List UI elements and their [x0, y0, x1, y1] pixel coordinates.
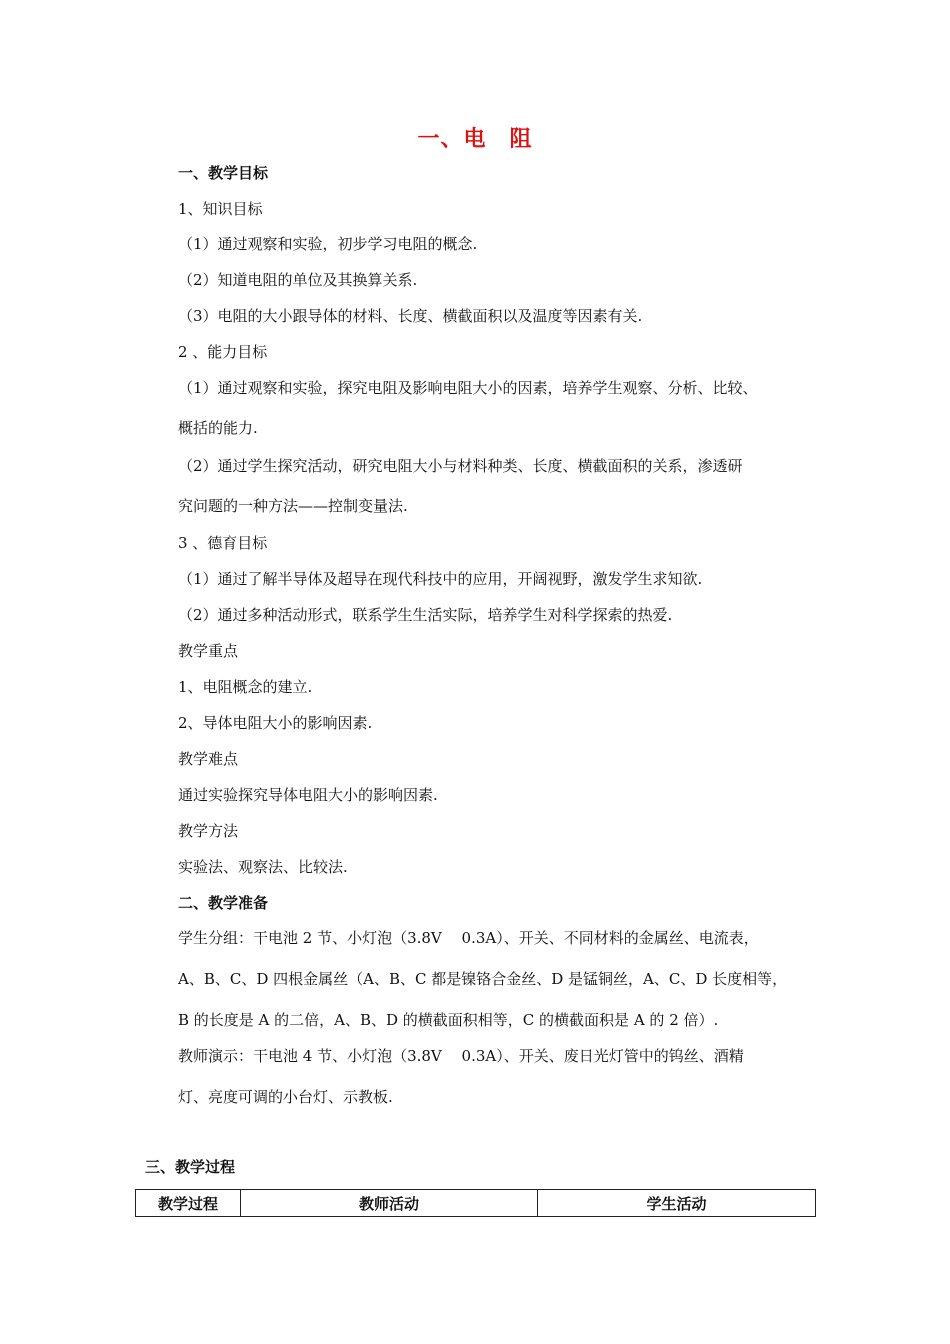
- process-table: [135, 1189, 816, 1217]
- paragraph-line: （2）通过学生探究活动，研究电阻大小与材料种类、长度、横截面积的关系，渗透研: [178, 457, 743, 475]
- paragraph-line: （1）通过了解半导体及超导在现代科技中的应用，开阔视野，激发学生求知欲.: [178, 570, 703, 588]
- paragraph-line: （2）通过多种活动形式，联系学生生活实际，培养学生对科学探索的热爱.: [178, 606, 673, 624]
- table-header-cell: 教师活动: [241, 1190, 538, 1217]
- subheading-key-points: 教学重点: [178, 642, 239, 660]
- section-heading-process: 三、教学过程: [145, 1158, 236, 1176]
- paragraph-line: 实验法、观察法、比较法.: [178, 858, 348, 876]
- paragraph-line: 1、电阻概念的建立.: [178, 678, 313, 696]
- subheading-difficulties: 教学难点: [178, 750, 239, 768]
- subheading-methods: 教学方法: [178, 822, 239, 840]
- page-title: 一、电 阻: [417, 127, 533, 152]
- paragraph-line: 学生分组：干电池 2 节、小灯泡（3.8V 0.3A）、开关、不同材料的金属丝、电流表，: [178, 929, 759, 947]
- paragraph-line: 灯、亮度可调的小台灯、示教板.: [178, 1088, 393, 1106]
- paragraph-line: （2）知道电阻的单位及其换算关系.: [178, 271, 418, 289]
- table-header-cell: 学生活动: [538, 1190, 816, 1217]
- section-heading-objectives: 一、教学目标: [178, 164, 269, 182]
- paragraph-line: 究问题的一种方法——控制变量法.: [178, 497, 408, 515]
- paragraph-line: 概括的能力.: [178, 419, 258, 437]
- section-heading-preparation: 二、教学准备: [178, 894, 269, 912]
- table-header-row: [136, 1190, 816, 1217]
- subheading-moral: 3 、德育目标: [178, 534, 268, 552]
- table-header-cell: 教学过程: [136, 1190, 241, 1217]
- paragraph-line: A、B、C、D 四根金属丝（A、B、C 都是镍铬合金丝、D 是锰铜丝，A、C、D 长度相等，: [178, 970, 788, 988]
- paragraph-line: （1）通过观察和实验，探究电阻及影响电阻大小的因素，培养学生观察、分析、比较、: [178, 379, 758, 397]
- paragraph-line: （3）电阻的大小跟导体的材料、长度、横截面积以及温度等因素有关.: [178, 307, 643, 325]
- paragraph-line: 教师演示：干电池 4 节、小灯泡（3.8V 0.3A）、开关、废日光灯管中的钨丝、酒精: [178, 1047, 744, 1065]
- paragraph-line: 2、导体电阻大小的影响因素.: [178, 714, 373, 732]
- subheading-ability: 2 、能力目标: [178, 343, 268, 361]
- paragraph-line: 通过实验探究导体电阻大小的影响因素.: [178, 786, 438, 804]
- subheading-knowledge: 1、知识目标: [178, 200, 263, 218]
- paragraph-line: （1）通过观察和实验，初步学习电阻的概念.: [178, 235, 478, 253]
- paragraph-line: B 的长度是 A 的二倍，A、B、D 的横截面积相等，C 的横截面积是 A 的 2 倍）.: [178, 1011, 719, 1029]
